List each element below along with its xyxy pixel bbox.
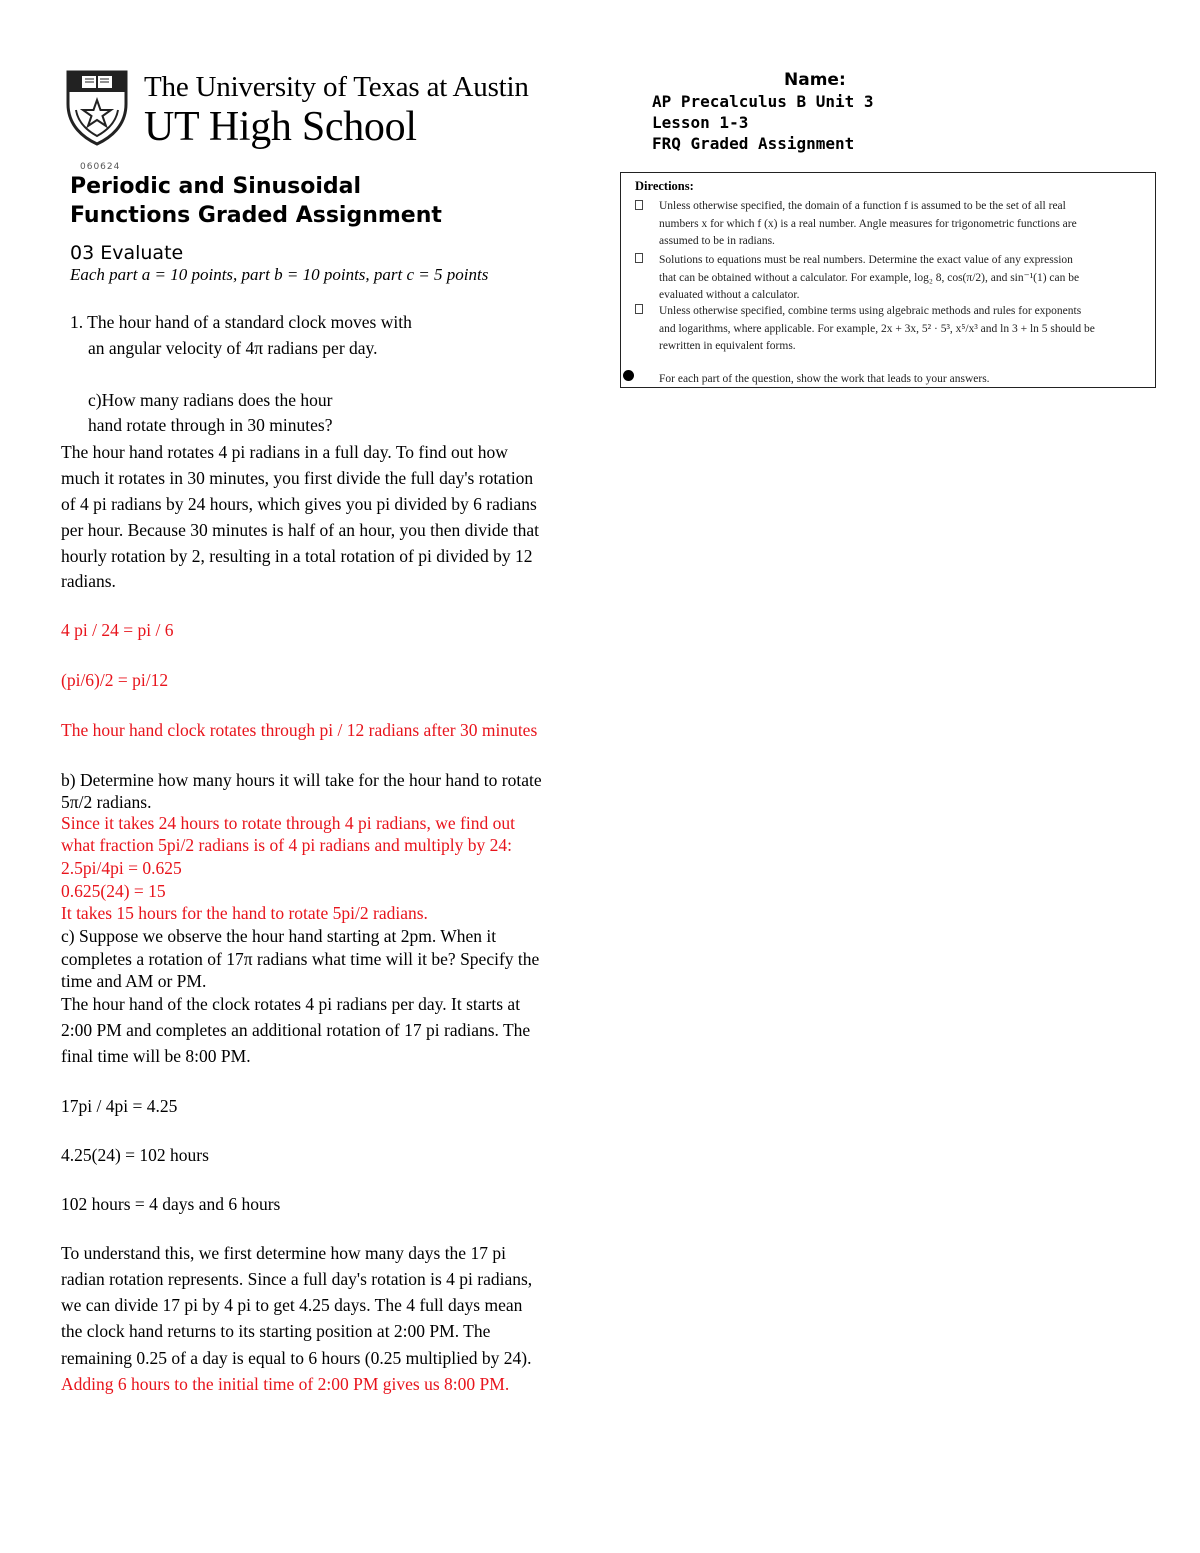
part-b-answer-line: 2.5pi/4pi = 0.625 (61, 858, 182, 878)
university-name: The University of Texas at Austin (144, 71, 529, 103)
direction-line: Unless otherwise specified, the domain of a function f is assumed to be the set of all real (659, 200, 1066, 212)
direction-line: Solutions to equations must be real numbers. Determine the exact value of any expression (659, 254, 1073, 266)
part-b-answer-line: Since it takes 24 hours to rotate through 4 pi radians, we find out (61, 813, 515, 833)
part-c-explanation-line: remaining 0.25 of a day is equal to 6 hours (0.25 multiplied by 24). (61, 1348, 532, 1368)
title-line-1: Periodic and Sinusoidal (70, 174, 362, 199)
direction-line: numbers x for which f (x) is a real number. Angle measures for trigonometric functions are (659, 217, 1077, 230)
direction-line: that can be obtained without a calculator. For example, log₂ 8, cos(π/2), and sin⁻¹(1) can be (659, 271, 1080, 284)
points-note: Each part a = 10 points, part b = 10 points, part c = 5 points (70, 265, 489, 284)
part-b-question-line-1: b) Determine how many hours it will take for the hour hand to rotate (61, 770, 542, 790)
document-code: 060624 (80, 162, 121, 172)
direction-line: and logarithms, where applicable. For example, 2x + 3x, 5² · 5³, x⁵/x³ and ln 3 + ln 5 should be (659, 322, 1095, 335)
directions-box (620, 172, 1156, 388)
part-c-calculation: 102 hours = 4 days and 6 hours (61, 1194, 281, 1214)
explanation-line: per hour. Because 30 minutes is half of an hour, you then divide that (61, 520, 540, 540)
direction-line: Unless otherwise specified, combine terms using algebraic methods and rules for exponents (659, 305, 1082, 317)
direction-item (659, 303, 1139, 356)
answer-1: The hour hand clock rotates through pi / 12 radians after 30 minutes (61, 720, 538, 740)
directions-title: Directions: (635, 179, 694, 193)
checkbox-icon (635, 253, 643, 263)
direction-item (659, 252, 1139, 305)
explanation-line: hourly rotation by 2, resulting in a total rotation of pi divided by 12 (61, 546, 533, 566)
direction-line: evaluated without a calculator. (659, 289, 800, 301)
assignment-line: FRQ Graded Assignment (652, 134, 855, 153)
page-title (70, 172, 442, 230)
checkbox-icon (635, 200, 643, 210)
question-1c-line-2: hand rotate through in 30 minutes? (88, 415, 333, 435)
direction-line: assumed to be in radians. (659, 235, 775, 247)
part-c-explanation-line: the clock hand returns to its starting position at 2:00 PM. The (61, 1321, 491, 1341)
part-c-answer-line: 2:00 PM and completes an additional rotation of 17 pi radians. The (61, 1020, 531, 1040)
ut-shield-icon (66, 70, 128, 146)
calculation-2: (pi/6)/2 = pi/12 (61, 670, 169, 690)
part-c-final-answer: Adding 6 hours to the initial time of 2:00 PM gives us 8:00 PM. (61, 1374, 510, 1394)
question-1c-line-1: c)How many radians does the hour (88, 390, 333, 410)
course-line: AP Precalculus B Unit 3 (652, 92, 874, 111)
explanation-line: The hour hand rotates 4 pi radians in a full day. To find out how (61, 442, 508, 462)
part-b-answer-line: It takes 15 hours for the hand to rotate 5pi/2 radians. (61, 903, 428, 923)
question-1-line-1: 1. The hour hand of a standard clock moves with (70, 312, 412, 332)
ut-logo (66, 70, 546, 156)
question-1-line-2: an angular velocity of 4π radians per day. (88, 338, 378, 358)
part-c-answer-line: The hour hand of the clock rotates 4 pi radians per day. It starts at (61, 994, 521, 1014)
part-c-calculation: 17pi / 4pi = 4.25 (61, 1096, 178, 1116)
bullet-icon (623, 370, 634, 381)
part-c-question-line: completes a rotation of 17π radians what time will it be? Specify the (61, 949, 540, 969)
direction-item (659, 198, 1139, 251)
part-c-question-line: c) Suppose we observe the hour hand starting at 2pm. When it (61, 926, 497, 946)
name-label: Name: (784, 70, 846, 90)
part-c-explanation-line: we can divide 17 pi by 4 pi to get 4.25 days. The 4 full days mean (61, 1295, 523, 1315)
school-name: UT High School (144, 104, 417, 150)
title-line-2: Functions Graded Assignment (70, 203, 442, 228)
part-c-question-line: time and AM or PM. (61, 971, 207, 991)
part-c-calculation: 4.25(24) = 102 hours (61, 1145, 209, 1165)
explanation-line: of 4 pi radians by 24 hours, which gives you pi divided by 6 radians (61, 494, 537, 514)
explanation-line: radians. (61, 571, 116, 591)
lesson-line: Lesson 1-3 (652, 113, 749, 132)
part-b-answer-line: what fraction 5pi/2 radians is of 4 pi radians and multiply by 24: (61, 835, 513, 855)
part-b-answer-line: 0.625(24) = 15 (61, 881, 166, 901)
checkbox-icon (635, 304, 643, 314)
part-c-explanation-line: To understand this, we first determine how many days the 17 pi (61, 1243, 506, 1263)
direction-line: rewritten in equivalent forms. (659, 340, 796, 352)
calculation-1: 4 pi / 24 = pi / 6 (61, 620, 174, 640)
part-c-answer-line: final time will be 8:00 PM. (61, 1046, 251, 1066)
part-b-question-line-2: 5π/2 radians. (61, 792, 152, 812)
section-heading: 03 Evaluate (70, 242, 184, 264)
part-c-explanation-line: radian rotation represents. Since a full day's rotation is 4 pi radians, (61, 1269, 533, 1289)
direction-final: For each part of the question, show the work that leads to your answers. (659, 373, 990, 385)
explanation-line: much it rotates in 30 minutes, you first divide the full day's rotation (61, 468, 534, 488)
